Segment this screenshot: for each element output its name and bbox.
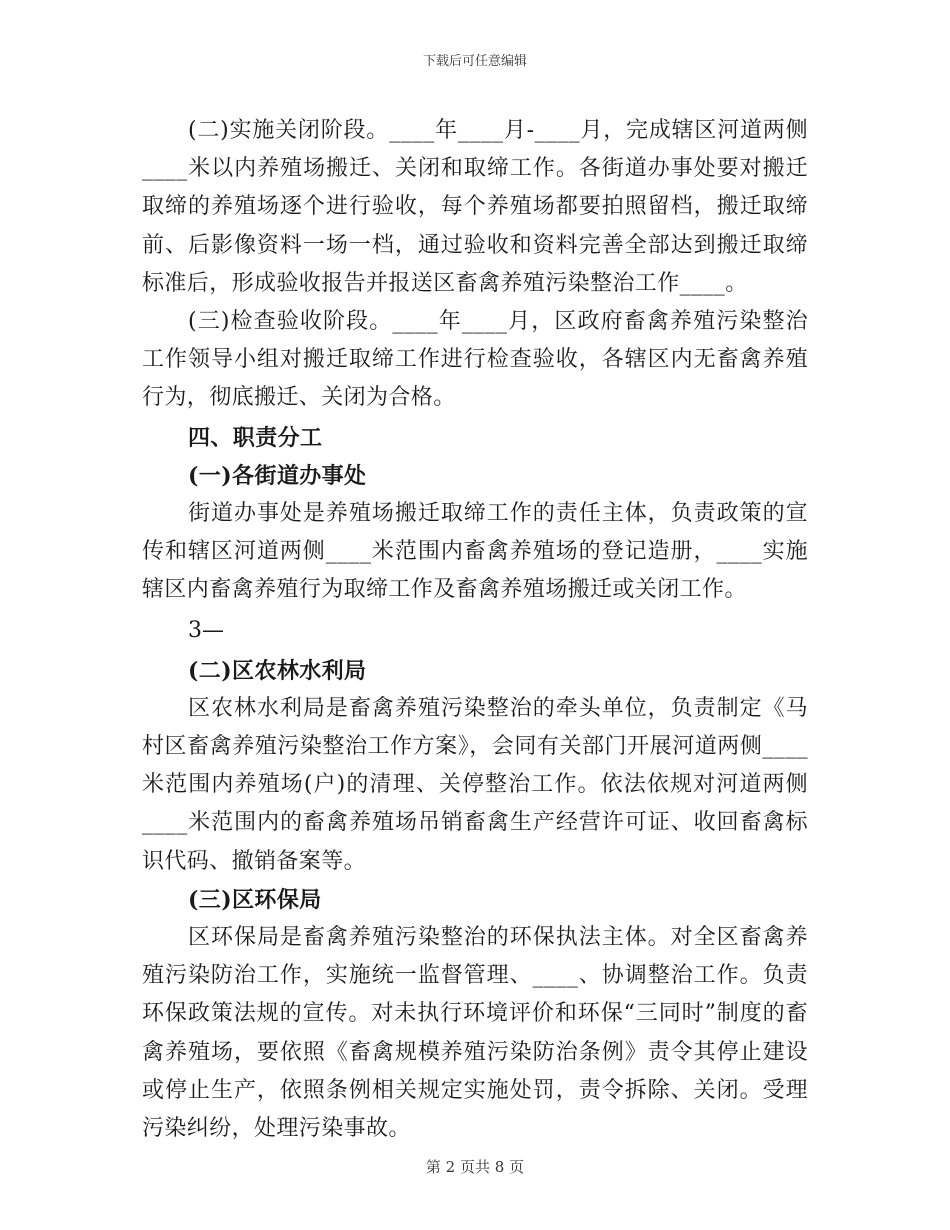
subheading-environment-bureau: (三)区环保局 [188, 886, 322, 913]
page-header: 下载后可任意编辑 [422, 54, 527, 69]
paragraph-street-offices: 街道办事处是养殖场搬迁取缔工作的责任主体，负责政策的宣传和辖区河道两侧____米范围内畜禽养殖场的登记造册，____实施辖区内畜禽养殖行为取缔工作及畜禽养殖场搬迁或关闭工作。 [142, 501, 808, 603]
paragraph-closure-phase: (二)实施关闭阶段。____年____月-____月，完成辖区河道两侧____米以内养殖场搬迁、关闭和取缔工作。各街道办事处要对搬迁取缔的养殖场逐个进行验收，每个养殖场都要拍照留档，搬迁取缔前、后影像资料一场一档，通过验收和资料完善全部达到搬迁取缔标准后，形成验收报告并报送区畜禽养殖污染整治工作____。 [142, 118, 808, 296]
subheading-agriculture-bureau: (二)区农林水利局 [188, 657, 367, 684]
page-marker: 3— [188, 617, 224, 643]
subheading-street-offices: (一)各街道办事处 [188, 462, 367, 489]
page-footer: 第 2 页共 8 页 [425, 1158, 525, 1176]
paragraph-inspection-phase: (三)检查验收阶段。____年____月，区政府畜禽养殖污染整治工作领导小组对搬迁取缔工作进行检查验收，各辖区内无畜禽养殖行为，彻底搬迁、关闭为合格。 [142, 309, 808, 411]
paragraph-agriculture-bureau: 区农林水利局是畜禽养殖污染整治的牵头单位，负责制定《马村区畜禽养殖污染整治工作方案》，会同有关部门开展河道两侧____米范围内养殖场(户)的清理、关停整治工作。依法依规对河道两侧____米范围内的畜禽养殖场吊销畜禽生产经营许可证、收回畜禽标识代码、撤销备案等。 [142, 695, 808, 874]
section-heading-responsibilities: 四、职责分工 [188, 424, 323, 451]
paragraph-environment-bureau: 区环保局是畜禽养殖污染整治的环保执法主体。对全区畜禽养殖污染防治工作，实施统一监督管理、____、协调整治工作。负责环保政策法规的宣传。对未执行环境评价和环保“三同时”制度的畜禽养殖场，要依照《畜禽规模养殖污染防治条例》责令其停止建设或停止生产，依照条例相关规定实施处罚，责令拆除、关闭。受理污染纠纷，处理污染事故。 [142, 925, 808, 1142]
document-body [142, 112, 808, 1148]
